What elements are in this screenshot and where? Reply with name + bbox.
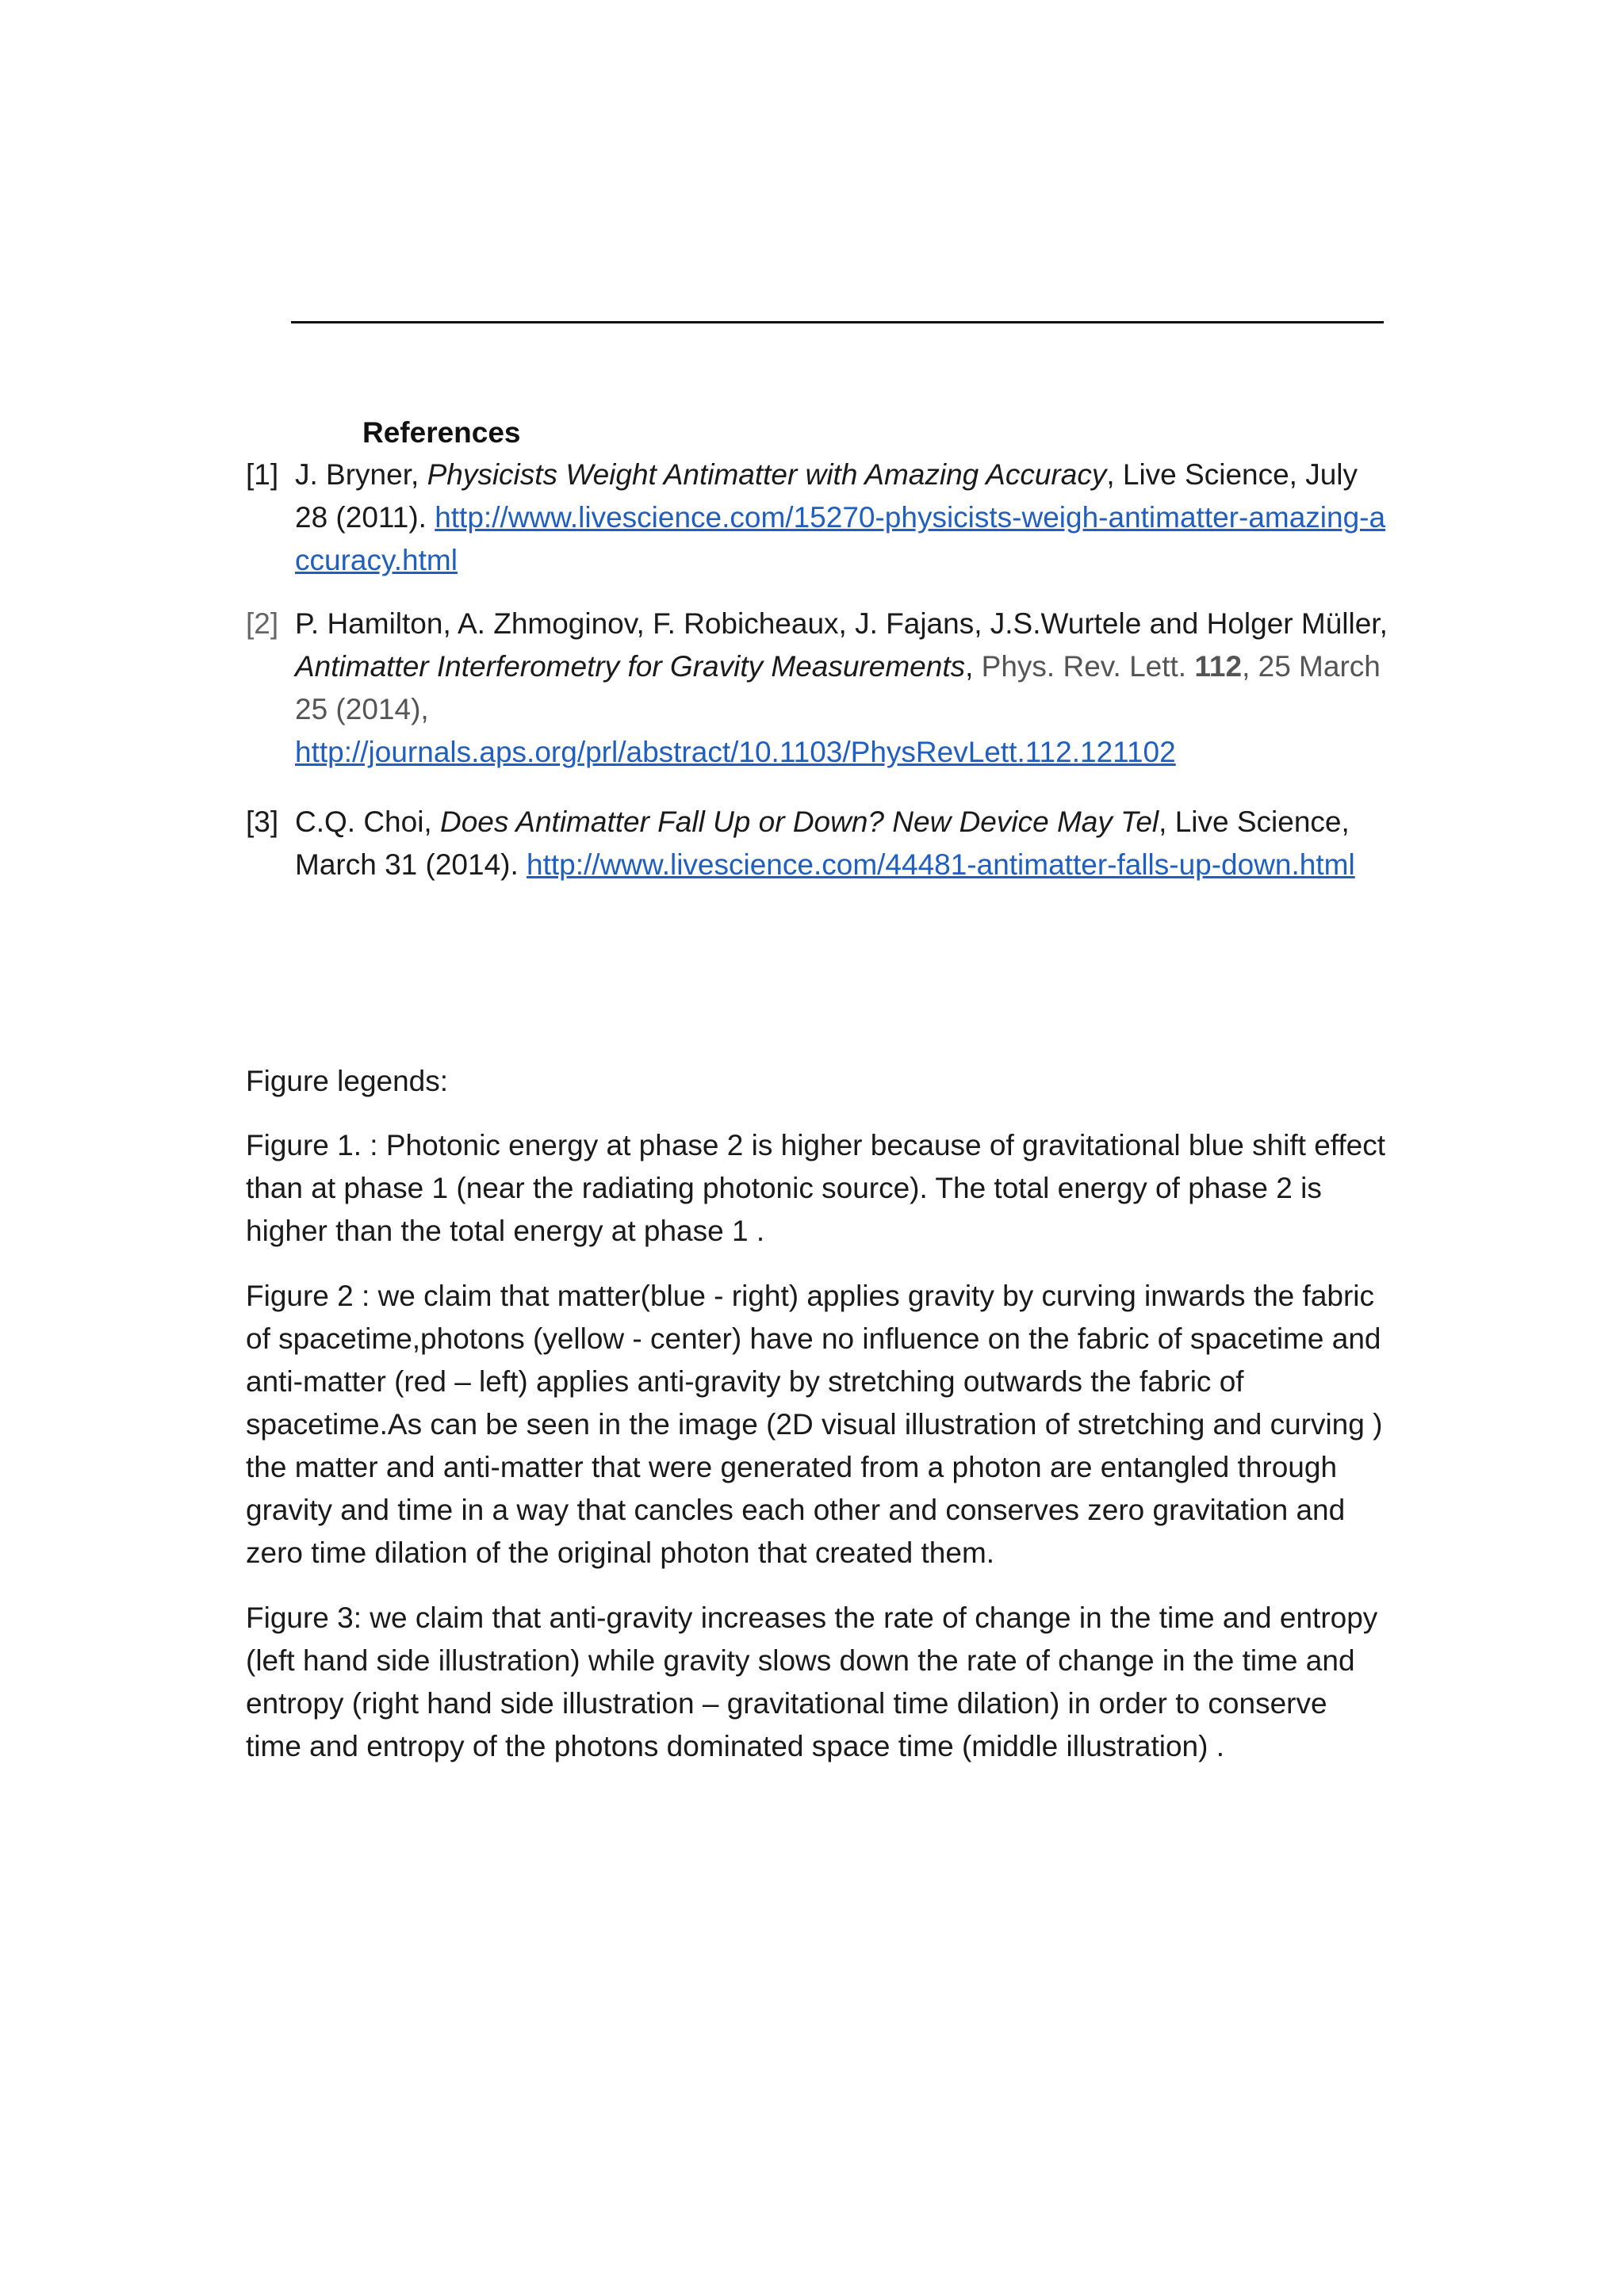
reference-title: Does Antimatter Fall Up or Down? New Device May Tel (440, 806, 1159, 838)
reference-body (295, 603, 1388, 774)
figure-1-legend: Figure 1. : Photonic energy at phase 2 is higher because of gravitational blue shift effect than at phase 1 (near the radiating photonic source). The total energy of phase 2 is higher than the total energy at phase 1 . (246, 1129, 1386, 1247)
reference-body (295, 453, 1388, 582)
reference-item-2 (246, 603, 1388, 774)
reference-item-1 (246, 453, 1388, 582)
reference-item-3 (246, 801, 1388, 886)
reference-volume: 112 (1194, 650, 1243, 683)
reference-date: , 25 March 25 (2014), (295, 650, 1381, 725)
footnote-separator-rule (291, 321, 1384, 323)
figure-3-legend: Figure 3: we claim that anti-gravity increases the rate of change in the time and entropy (left hand side illustration) while gravity slows down the rate of change in the time and entropy (right hand side illustration – gravitational time dilation) in order to conserve time and entropy of the photons dominated space time (middle illustration) . (246, 1601, 1378, 1762)
figure-2-legend: Figure 2 : we claim that matter(blue - right) applies gravity by curving inwards the fabric of spacetime,photons (yellow - center) have no influence on the fabric of spacetime and anti-matter (red – left) applies anti-gravity by stretching outwards the fabric of spacetime.As can be seen in the image (2D visual illustration of stretching and curving ) the matter and anti-matter that were generated from a photon are entangled through gravity and time in a way that cancles each other and conserves zero gravitation and zero time dilation of the original photon that created them. (246, 1280, 1383, 1569)
reference-source: , Live Science, July 28 (2011). (295, 458, 1358, 534)
reference-authors: P. Hamilton, A. Zhmoginov, F. Robicheaux, J. Fajans, J.S.Wurtele and Holger Müller, (295, 607, 1388, 640)
references-section (246, 412, 1388, 886)
reference-journal: Phys. Rev. Lett. (981, 650, 1195, 683)
reference-link[interactable]: http://journals.aps.org/prl/abstract/10.1103/PhysRevLett.112.121102 (295, 736, 1176, 768)
reference-authors: J. Bryner, (295, 458, 427, 491)
reference-link[interactable]: http://www.livescience.com/44481-antimatter-falls-up-down.html (527, 848, 1355, 881)
reference-body (295, 801, 1388, 886)
reference-authors: C.Q. Choi, (295, 806, 440, 838)
figure-legends-section (246, 1060, 1388, 1790)
reference-link[interactable]: http://www.livescience.com/15270-physicists-weigh-antimatter-amazing-accuracy.html (295, 501, 1386, 576)
references-heading: References (362, 416, 521, 449)
reference-number: [2] (246, 607, 279, 640)
reference-title: Antimatter Interferometry for Gravity Measurements (295, 650, 966, 683)
reference-title: Physicists Weight Antimatter with Amazing Accuracy (427, 458, 1107, 491)
reference-number: [3] (246, 806, 279, 838)
figure-legends-title: Figure legends: (246, 1065, 449, 1097)
reference-number: [1] (246, 458, 279, 491)
reference-separator: , (965, 650, 982, 683)
reference-source: , Live Science, March 31 (2014). (295, 806, 1350, 881)
